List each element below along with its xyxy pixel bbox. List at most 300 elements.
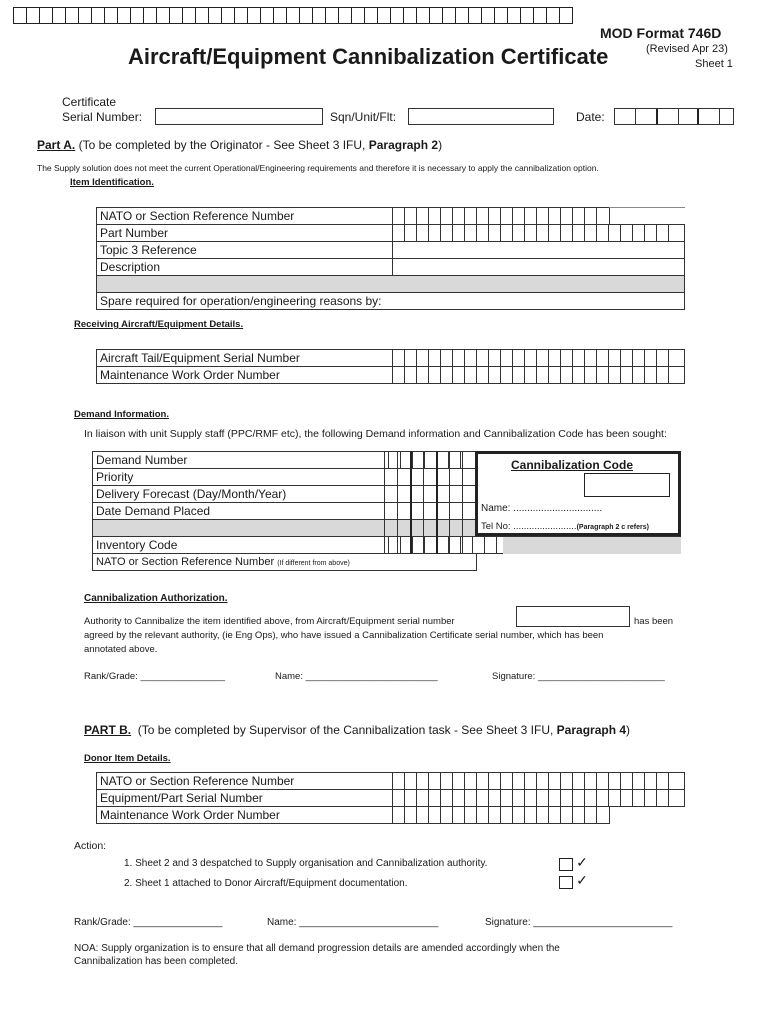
item-row-description: Description: [96, 258, 685, 276]
char-cell[interactable]: [656, 350, 668, 366]
char-cell[interactable]: [524, 350, 536, 366]
donor-nato-cells[interactable]: [392, 773, 680, 789]
strip-box: [131, 8, 144, 23]
demand-nato-note: (If different from above): [277, 560, 350, 567]
char-cell[interactable]: [500, 807, 512, 823]
code-tel-label: Tel No: ........................: [481, 521, 577, 532]
char-cell[interactable]: [476, 773, 488, 789]
char-cell[interactable]: [572, 773, 584, 789]
char-cell[interactable]: [476, 790, 488, 806]
strip-box: [443, 8, 456, 23]
char-cell[interactable]: [488, 367, 500, 383]
strip-box: [144, 8, 157, 23]
char-cell[interactable]: [464, 790, 476, 806]
barcode-box-strip: [13, 7, 573, 24]
char-cell[interactable]: [548, 773, 560, 789]
action-2-checkbox[interactable]: [559, 872, 588, 889]
strip-box: [495, 8, 508, 23]
code-title: Cannibalization Code: [511, 458, 634, 472]
strip-box: [170, 8, 183, 23]
char-cell[interactable]: [560, 773, 572, 789]
char-cell[interactable]: [524, 773, 536, 789]
char-cell[interactable]: [452, 350, 464, 366]
char-cell[interactable]: [668, 773, 680, 789]
strip-box: [404, 8, 417, 23]
strip-box: [222, 8, 235, 23]
char-cell[interactable]: [392, 807, 404, 823]
char-cell[interactable]: [608, 350, 620, 366]
char-cell[interactable]: [596, 208, 608, 224]
char-cell[interactable]: [404, 807, 416, 823]
check-icon: ✓: [576, 854, 588, 870]
char-cell[interactable]: [524, 807, 536, 823]
action-1-box[interactable]: [559, 858, 573, 871]
char-cell[interactable]: [608, 293, 620, 309]
char-cell[interactable]: [512, 293, 524, 309]
part-b-text: (To be completed by Supervisor of the Cannibalization task - See Sheet 3 IFU,: [137, 723, 557, 737]
char-cell[interactable]: [488, 790, 500, 806]
char-cell[interactable]: [656, 225, 668, 241]
demand-row-date: Date Demand Placed: [92, 502, 477, 520]
char-cell[interactable]: [560, 367, 572, 383]
char-cell[interactable]: [560, 790, 572, 806]
char-cell[interactable]: [536, 790, 548, 806]
donor-serial-cells[interactable]: [392, 790, 680, 806]
char-cell[interactable]: [656, 773, 668, 789]
part-b-para: Paragraph 4: [556, 723, 627, 737]
spare-date-cells[interactable]: [500, 293, 680, 309]
strip-box: [534, 8, 547, 23]
char-cell[interactable]: [416, 773, 428, 789]
strip-box: [118, 8, 131, 23]
grid-line: [397, 451, 398, 554]
char-cell[interactable]: [416, 208, 428, 224]
action-2-box[interactable]: [559, 876, 573, 889]
char-cell[interactable]: [584, 790, 596, 806]
strip-box: [66, 8, 79, 23]
serial-label: Serial Number:: [62, 110, 143, 124]
char-cell[interactable]: [560, 225, 572, 241]
char-cell[interactable]: [596, 790, 608, 806]
demand-row-priority: Priority: [92, 468, 477, 486]
char-cell[interactable]: [548, 225, 560, 241]
code-input[interactable]: [584, 473, 670, 497]
item-row-topic: Topic 3 Reference: [96, 241, 685, 259]
grid-line: [436, 451, 438, 554]
authorization-heading: Cannibalization Authorization.: [84, 593, 228, 604]
sqn-input[interactable]: [408, 108, 554, 125]
grid-line: [410, 451, 412, 554]
char-cell[interactable]: [536, 208, 548, 224]
char-cell[interactable]: [464, 773, 476, 789]
part-a-para: Paragraph 2: [368, 138, 439, 152]
action-1: 1. Sheet 2 and 3 despatched to Supply organisation and Cannibalization authority.: [124, 858, 488, 869]
auth-rank[interactable]: Rank/Grade: ________________: [84, 671, 226, 682]
char-cell[interactable]: [584, 367, 596, 383]
char-cell[interactable]: [620, 350, 632, 366]
char-cell[interactable]: [584, 807, 596, 823]
char-cell[interactable]: [608, 773, 620, 789]
char-cell[interactable]: [464, 225, 476, 241]
char-cell[interactable]: [596, 293, 608, 309]
demand-nato-label: NATO or Section Reference Number: [96, 556, 275, 568]
strip-box: [274, 8, 287, 23]
strip-box: [157, 8, 170, 23]
char-cell[interactable]: [392, 208, 404, 224]
strip-box: [378, 8, 391, 23]
char-cell[interactable]: [620, 790, 632, 806]
char-cell[interactable]: [416, 225, 428, 241]
char-cell[interactable]: [440, 225, 452, 241]
char-cell[interactable]: [416, 790, 428, 806]
char-cell[interactable]: [632, 350, 644, 366]
char-cell[interactable]: [668, 293, 680, 309]
char-cell[interactable]: [404, 367, 416, 383]
receiving-row-mwo: Maintenance Work Order Number: [96, 366, 685, 384]
char-cell[interactable]: [644, 773, 656, 789]
char-cell[interactable]: [464, 367, 476, 383]
char-cell[interactable]: [668, 225, 680, 241]
char-cell[interactable]: [452, 773, 464, 789]
char-cell[interactable]: [512, 790, 524, 806]
demand-row-forecast: Delivery Forecast (Day/Month/Year): [92, 485, 477, 503]
noa-1: NOA: Supply organization is to ensure that all demand progression details are amended accordingly when the: [74, 943, 560, 954]
receiving-row-tail: Aircraft Tail/Equipment Serial Number: [96, 349, 685, 367]
char-cell[interactable]: [524, 225, 536, 241]
char-cell[interactable]: [440, 367, 452, 383]
char-cell[interactable]: [560, 208, 572, 224]
char-cell[interactable]: [560, 293, 572, 309]
char-cell[interactable]: [452, 225, 464, 241]
char-cell[interactable]: [548, 293, 560, 309]
char-cell[interactable]: [560, 807, 572, 823]
strip-box: [92, 8, 105, 23]
char-cell[interactable]: [488, 807, 500, 823]
char-cell[interactable]: [560, 350, 572, 366]
strip-box: [14, 8, 27, 23]
char-cell[interactable]: [572, 790, 584, 806]
strip-box: [430, 8, 443, 23]
char-cell[interactable]: [536, 293, 548, 309]
demand-heading: Demand Information.: [74, 409, 170, 420]
char-cell[interactable]: [500, 350, 512, 366]
char-cell[interactable]: [404, 350, 416, 366]
part-b-close: ): [626, 723, 631, 737]
char-cell[interactable]: [632, 367, 644, 383]
sheet-label: Sheet 1: [695, 58, 733, 70]
auth-signature[interactable]: Signature: ________________________: [492, 671, 665, 682]
char-cell[interactable]: [548, 350, 560, 366]
part-b-label: PART B.: [84, 723, 132, 737]
char-cell[interactable]: [512, 773, 524, 789]
char-cell[interactable]: [484, 537, 496, 553]
code-name: Name: ................................: [481, 503, 603, 514]
char-cell[interactable]: [536, 807, 548, 823]
char-cell[interactable]: [476, 225, 488, 241]
sqn-label: Sqn/Unit/Flt:: [330, 110, 397, 124]
char-cell[interactable]: [476, 367, 488, 383]
char-cell[interactable]: [536, 367, 548, 383]
receiving-heading: Receiving Aircraft/Equipment Details.: [74, 319, 244, 330]
char-cell[interactable]: [488, 225, 500, 241]
code-tel-note: (Paragraph 2 c refers): [576, 524, 649, 531]
strip-box: [300, 8, 313, 23]
char-cell[interactable]: [584, 350, 596, 366]
char-cell[interactable]: [548, 790, 560, 806]
donor-mwo-cells[interactable]: [392, 807, 608, 823]
char-cell[interactable]: [644, 367, 656, 383]
part-a-text: (To be completed by the Originator - See Sheet 3 IFU,: [78, 138, 369, 152]
char-cell[interactable]: [512, 225, 524, 241]
strip-box: [105, 8, 118, 23]
char-cell[interactable]: [644, 790, 656, 806]
strip-box: [326, 8, 339, 23]
format-label: MOD Format 746D: [600, 25, 722, 41]
char-cell[interactable]: [572, 208, 584, 224]
b-rank[interactable]: Rank/Grade: ________________: [74, 917, 223, 928]
action-label: Action:: [74, 840, 107, 852]
char-cell[interactable]: [440, 790, 452, 806]
part-a-label: Part A.: [37, 138, 76, 152]
demand-table: [92, 451, 681, 573]
char-cell[interactable]: [584, 208, 596, 224]
char-cell[interactable]: [596, 773, 608, 789]
char-cell[interactable]: [524, 790, 536, 806]
char-cell[interactable]: [428, 367, 440, 383]
action-1-checkbox[interactable]: [559, 854, 588, 871]
char-cell[interactable]: [572, 367, 584, 383]
char-cell[interactable]: [548, 208, 560, 224]
char-cell[interactable]: [452, 367, 464, 383]
char-cell[interactable]: [452, 790, 464, 806]
strip-box: [196, 8, 209, 23]
code-gray: [503, 537, 681, 554]
tail-cells[interactable]: [392, 350, 680, 366]
date-input[interactable]: [614, 108, 734, 125]
char-cell[interactable]: [500, 790, 512, 806]
strip-box: [391, 8, 404, 23]
char-cell[interactable]: [428, 790, 440, 806]
char-cell[interactable]: [608, 790, 620, 806]
char-cell[interactable]: [512, 807, 524, 823]
char-cell[interactable]: [464, 350, 476, 366]
char-cell[interactable]: [500, 367, 512, 383]
receiving-table: [96, 349, 685, 384]
char-cell[interactable]: [536, 225, 548, 241]
char-cell[interactable]: [428, 208, 440, 224]
char-cell[interactable]: [620, 367, 632, 383]
strip-box: [53, 8, 66, 23]
code-tel: [481, 521, 649, 532]
strip-box: [469, 8, 482, 23]
item-row-part: Part Number: [96, 224, 685, 242]
char-cell[interactable]: [644, 293, 656, 309]
char-cell[interactable]: [404, 790, 416, 806]
strip-box: [482, 8, 495, 23]
char-cell[interactable]: [404, 773, 416, 789]
part-cells[interactable]: [392, 225, 680, 241]
page-title: Aircraft/Equipment Cannibalization Certificate: [128, 44, 609, 69]
strip-box: [456, 8, 469, 23]
strip-box: [287, 8, 300, 23]
char-cell[interactable]: [404, 208, 416, 224]
auth-name[interactable]: Name: _________________________: [275, 671, 438, 682]
strip-box: [339, 8, 352, 23]
char-cell[interactable]: [476, 807, 488, 823]
auth-text1b: has been: [634, 616, 674, 627]
char-cell[interactable]: [644, 350, 656, 366]
donor-row-serial: Equipment/Part Serial Number: [96, 789, 685, 807]
date-label: Date:: [576, 110, 605, 124]
char-cell[interactable]: [632, 225, 644, 241]
char-cell[interactable]: [620, 293, 632, 309]
char-cell[interactable]: [452, 807, 464, 823]
demand-grid[interactable]: [384, 451, 477, 571]
char-cell[interactable]: [392, 773, 404, 789]
char-cell[interactable]: [392, 367, 404, 383]
char-cell[interactable]: [440, 807, 452, 823]
char-cell[interactable]: [668, 790, 680, 806]
mwo-cells[interactable]: [392, 367, 680, 383]
item-row-nato: NATO or Section Reference Number: [96, 207, 610, 225]
serial-number-input[interactable]: [155, 108, 323, 125]
char-cell[interactable]: [476, 350, 488, 366]
char-cell[interactable]: [488, 208, 500, 224]
strip-box: [183, 8, 196, 23]
char-cell[interactable]: [536, 350, 548, 366]
char-cell[interactable]: [644, 225, 656, 241]
part-a-intro: The Supply solution does not meet the current Operational/Engineering requirements and therefore it is necessary to apply the cannibalization option.: [37, 163, 599, 173]
donor-row-mwo: Maintenance Work Order Number: [96, 806, 610, 824]
char-cell[interactable]: [416, 350, 428, 366]
char-cell[interactable]: [668, 350, 680, 366]
strip-box: [560, 8, 573, 23]
cannibalization-code-box: [475, 451, 681, 536]
char-cell[interactable]: [548, 367, 560, 383]
revised-label: (Revised Apr 23): [646, 43, 728, 55]
certificate-label: Certificate: [62, 95, 117, 109]
grid-line: [384, 451, 385, 554]
char-cell[interactable]: [500, 293, 512, 309]
char-cell[interactable]: [632, 773, 644, 789]
grid-line: [449, 451, 450, 554]
char-cell[interactable]: [668, 367, 680, 383]
part-a-heading: [37, 138, 442, 152]
char-cell[interactable]: [536, 773, 548, 789]
char-cell[interactable]: [488, 773, 500, 789]
strip-box: [547, 8, 560, 23]
char-cell[interactable]: [428, 773, 440, 789]
char-cell[interactable]: [596, 225, 608, 241]
char-cell[interactable]: [596, 350, 608, 366]
strip-box: [417, 8, 430, 23]
b-signature[interactable]: Signature: _________________________: [485, 917, 673, 928]
gray-band: [96, 275, 685, 293]
auth-serial-input[interactable]: [516, 606, 630, 627]
strip-box: [235, 8, 248, 23]
strip-box: [313, 8, 326, 23]
char-cell[interactable]: [464, 807, 476, 823]
strip-box: [27, 8, 40, 23]
noa-2: Cannibalization has been completed.: [74, 956, 238, 967]
char-cell[interactable]: [572, 350, 584, 366]
char-cell[interactable]: [392, 790, 404, 806]
check-icon: ✓: [576, 872, 588, 888]
char-cell[interactable]: [596, 367, 608, 383]
nato-cells[interactable]: [392, 208, 608, 224]
char-cell[interactable]: [584, 773, 596, 789]
char-cell[interactable]: [512, 350, 524, 366]
part-b-heading: [84, 723, 630, 737]
part-a-close: ): [438, 138, 443, 152]
auth-text2: agreed by the relevant authority, (ie Eng Ops), who have issued a Cannibalization Certificate serial number, which has been: [84, 630, 604, 641]
char-cell[interactable]: [452, 208, 464, 224]
strip-box: [40, 8, 53, 23]
char-cell[interactable]: [416, 367, 428, 383]
donor-heading: Donor Item Details.: [84, 753, 171, 764]
char-cell[interactable]: [500, 208, 512, 224]
char-cell[interactable]: [440, 208, 452, 224]
inventory-row: Inventory Code: [92, 536, 681, 554]
char-cell[interactable]: [392, 350, 404, 366]
char-cell[interactable]: [392, 225, 404, 241]
char-cell[interactable]: [416, 807, 428, 823]
strip-box: [261, 8, 274, 23]
strip-box: [209, 8, 222, 23]
char-cell[interactable]: [500, 225, 512, 241]
char-cell[interactable]: [608, 367, 620, 383]
char-cell[interactable]: [620, 773, 632, 789]
grid-line: [462, 451, 463, 554]
char-cell[interactable]: [512, 208, 524, 224]
char-cell[interactable]: [440, 350, 452, 366]
char-cell[interactable]: [572, 225, 584, 241]
item-id-table: [96, 207, 685, 310]
char-cell[interactable]: [656, 367, 668, 383]
demand-intro: In liaison with unit Supply staff (PPC/RMF etc), the following Demand information and Cannibalization Code has been sought:: [84, 428, 667, 440]
char-cell[interactable]: [428, 807, 440, 823]
char-cell[interactable]: [572, 807, 584, 823]
char-cell[interactable]: [428, 350, 440, 366]
strip-box: [365, 8, 378, 23]
char-cell[interactable]: [584, 293, 596, 309]
auth-text3: annotated above.: [84, 644, 158, 655]
char-cell[interactable]: [476, 208, 488, 224]
char-cell[interactable]: [656, 790, 668, 806]
char-cell[interactable]: [620, 225, 632, 241]
char-cell[interactable]: [440, 773, 452, 789]
char-cell[interactable]: [548, 807, 560, 823]
char-cell[interactable]: [512, 367, 524, 383]
char-cell[interactable]: [656, 293, 668, 309]
char-cell[interactable]: [488, 350, 500, 366]
char-cell[interactable]: [596, 807, 608, 823]
char-cell[interactable]: [608, 225, 620, 241]
spare-row: Spare required for operation/engineering reasons by:: [96, 292, 685, 310]
char-cell[interactable]: [524, 293, 536, 309]
b-name[interactable]: Name: _________________________: [267, 917, 439, 928]
char-cell[interactable]: [428, 225, 440, 241]
char-cell[interactable]: [584, 225, 596, 241]
char-cell[interactable]: [500, 773, 512, 789]
char-cell[interactable]: [524, 208, 536, 224]
char-cell[interactable]: [464, 208, 476, 224]
char-cell[interactable]: [572, 293, 584, 309]
char-cell[interactable]: [632, 790, 644, 806]
char-cell[interactable]: [632, 293, 644, 309]
char-cell[interactable]: [404, 225, 416, 241]
char-cell[interactable]: [524, 367, 536, 383]
